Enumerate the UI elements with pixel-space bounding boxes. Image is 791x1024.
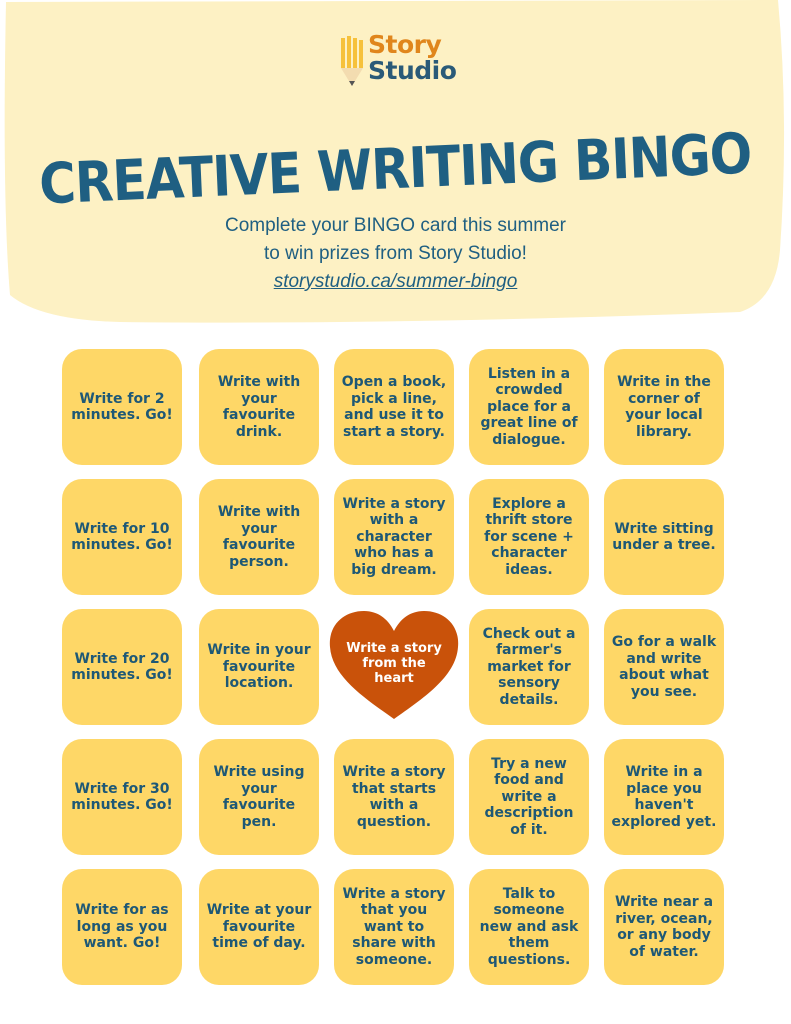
bingo-tile: [62, 609, 182, 725]
bingo-tile-text: Write for 2 minutes. Go!: [71, 390, 173, 423]
subtitle-line-1: Complete your BINGO card this summer: [224, 215, 567, 236]
website-link[interactable]: storystudio.ca/summer-bingo: [273, 271, 518, 292]
bingo-tile: [199, 869, 319, 985]
page-title: CREATIVE WRITING BINGO: [38, 121, 753, 217]
bingo-tile-text: Write in your favourite location.: [207, 642, 311, 692]
bingo-tile-text: Explore a thrift store for scene + character ideas.: [484, 495, 574, 578]
bingo-tile: [334, 349, 454, 465]
free-space-heart: [326, 607, 462, 727]
bingo-tile-text: Check out a farmer's market for sensory details.: [482, 625, 576, 708]
bingo-tile-text: Talk to someone new and ask them questions.: [479, 885, 579, 968]
bingo-tile-text: Write in the corner of your local library.: [617, 374, 711, 440]
bingo-tile: [199, 739, 319, 855]
bingo-tile: [469, 739, 589, 855]
page-title-container: [0, 121, 791, 217]
bingo-tile-text: Write at your favourite time of day.: [206, 902, 312, 952]
pencil-icon: [338, 34, 366, 88]
bingo-tile: [62, 739, 182, 855]
bingo-tile-text: Write a story with a character who has a big dream.: [342, 495, 446, 578]
bingo-tile-text: Write in a place you haven't explored yet.: [611, 764, 717, 830]
bingo-tile-text: Write a story that starts with a question.: [342, 764, 446, 830]
bingo-tile: [334, 869, 454, 985]
logo-word-story: Story: [368, 30, 442, 59]
bingo-tile-text: Open a book, pick a line, and use it to start a story.: [341, 374, 447, 440]
bingo-tile: [604, 609, 724, 725]
bingo-tile: [604, 869, 724, 985]
bingo-tile: [604, 479, 724, 595]
logo-word-studio: Studio: [368, 56, 457, 85]
bingo-tile-text: Write for 30 minutes. Go!: [71, 780, 173, 813]
bingo-tile: [62, 869, 182, 985]
bingo-tile-text: Write for 20 minutes. Go!: [71, 650, 173, 683]
bingo-tile: [62, 349, 182, 465]
bingo-tile-text: Write a story that you want to share with someone.: [342, 885, 446, 968]
bingo-tile: [199, 349, 319, 465]
bingo-tile-text: Write sitting under a tree.: [612, 520, 716, 553]
bingo-tile: [604, 349, 724, 465]
bingo-tile-text: Write with your favourite drink.: [217, 374, 301, 440]
story-studio-logo: [338, 32, 463, 90]
bingo-tile: [334, 739, 454, 855]
bingo-tile: [604, 739, 724, 855]
bingo-tile: [334, 479, 454, 595]
bingo-tile: [469, 479, 589, 595]
bingo-tile-text: Listen in a crowded place for a great line of dialogue.: [480, 365, 578, 448]
bingo-tile-text: Write using your favourite pen.: [213, 764, 305, 830]
bingo-tile-text: Try a new food and write a description of it.: [484, 755, 574, 838]
bingo-tile-text: Write for as long as you want. Go!: [75, 902, 169, 952]
bingo-tile: [62, 479, 182, 595]
bingo-tile-text: Go for a walk and write about what you see.: [611, 634, 717, 700]
bingo-tile-text: Write for 10 minutes. Go!: [71, 520, 173, 553]
bingo-tile-text: Write near a river, ocean, or any body of water.: [614, 894, 714, 960]
bingo-tile: [469, 609, 589, 725]
free-space-text: Write a story from the heart: [346, 641, 442, 686]
bingo-tile-text: Write with your favourite person.: [217, 504, 301, 570]
bingo-tile: [469, 869, 589, 985]
bingo-tile: [199, 479, 319, 595]
bingo-tile: [469, 349, 589, 465]
subtitle-line-2: to win prizes from Story Studio!: [264, 243, 527, 264]
bingo-tile: [199, 609, 319, 725]
